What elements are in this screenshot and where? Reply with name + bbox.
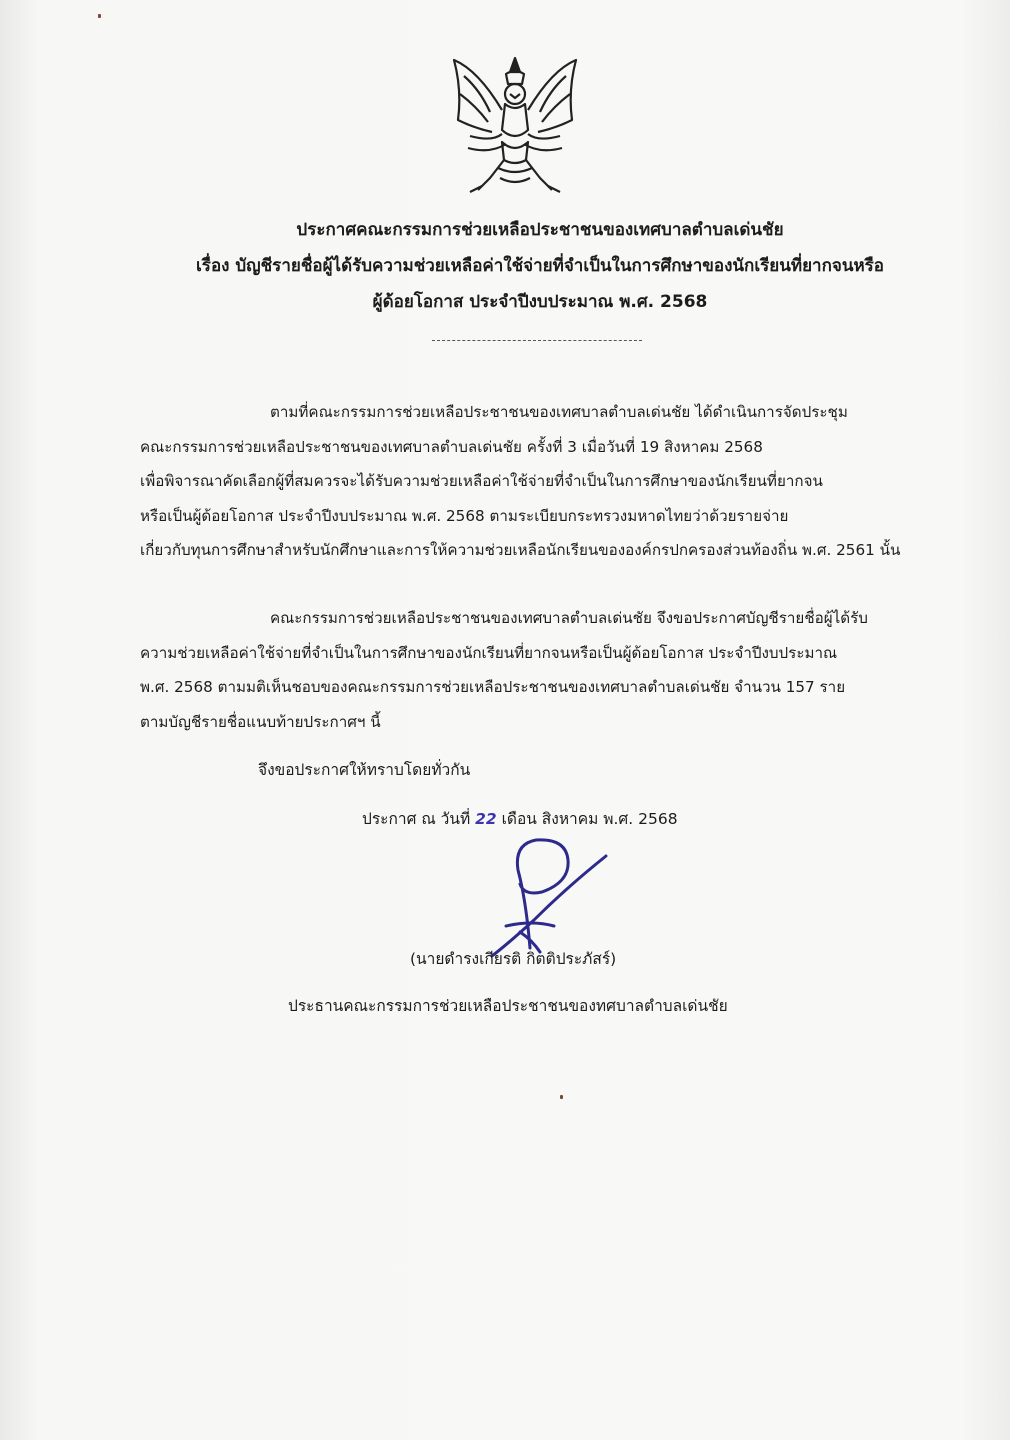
title-divider	[432, 340, 642, 341]
announcement-date	[362, 806, 678, 831]
scan-speck	[560, 1095, 563, 1099]
garuda-emblem-icon	[440, 50, 590, 200]
subject-line-1: เรื่อง บัญชีรายชื่อผู้ได้รับความช่วยเหลือค่าใช้จ่ายที่จำเป็นในการศึกษาของนักเรียนที่ยากจนหรือ	[196, 256, 884, 276]
paragraph-line: หรือเป็นผู้ด้อยโอกาส ประจำปีงบประมาณ พ.ศ. 2568 ตามระเบียบกระทรวงมหาดไทยว่าด้วยรายจ่าย	[140, 506, 789, 525]
closing-statement: จึงขอประกาศให้ทราบโดยทั่วกัน	[258, 761, 471, 779]
date-prefix: ประกาศ ณ วันที่	[362, 810, 476, 828]
paragraph-line: เกี่ยวกับทุนการศึกษาสำหรับนักศึกษาและการให้ความช่วยเหลือนักเรียนขององค์กรปกครองส่วนท้องถิ่น พ.ศ. 2561 นั้น	[140, 541, 901, 559]
paragraph-1	[140, 395, 930, 568]
paragraph-line: คณะกรรมการช่วยเหลือประชาชนของเทศบาลตำบลเด่นชัย ครั้งที่ 3 เมื่อวันที่ 19 สิงหาคม 2568	[140, 437, 763, 456]
date-suffix: เดือน สิงหาคม พ.ศ. 2568	[496, 810, 678, 828]
paragraph-line: เพื่อพิจารณาคัดเลือกผู้ที่สมควรจะได้รับความช่วยเหลือค่าใช้จ่ายที่จำเป็นในการศึกษาของนักเรียนที่ยากจน	[140, 472, 823, 490]
paragraph-2	[140, 601, 930, 739]
subject-line-2: ผู้ด้อยโอกาส ประจำปีงบประมาณ พ.ศ. 2568	[372, 292, 708, 312]
signer-name: (นายดำรงเกียรติ กิตติประภัสร์)	[410, 950, 617, 968]
scan-speck	[98, 14, 101, 18]
paragraph-line: ตามบัญชีรายชื่อแนบท้ายประกาศฯ นี้	[140, 712, 381, 731]
signer-position: ประธานคณะกรรมการช่วยเหลือประชาชนของทศบาลตำบลเด่นชัย	[288, 997, 728, 1015]
date-day-handwritten: 22	[475, 810, 497, 828]
paragraph-line: ตามที่คณะกรรมการช่วยเหลือประชาชนของเทศบาลตำบลเด่นชัย ได้ดำเนินการจัดประชุม	[270, 403, 848, 421]
paragraph-line: คณะกรรมการช่วยเหลือประชาชนของเทศบาลตำบลเด่นชัย จึงขอประกาศบัญชีรายชื่อผู้ได้รับ	[270, 609, 868, 627]
announcement-title: ประกาศคณะกรรมการช่วยเหลือประชาชนของเทศบาลตำบลเด่นชัย	[296, 220, 784, 240]
paragraph-line: พ.ศ. 2568 ตามมติเห็นชอบของคณะกรรมการช่วยเหลือประชาชนของเทศบาลตำบลเด่นชัย จำนวน 157 ราย	[140, 678, 846, 696]
paragraph-line: ความช่วยเหลือค่าใช้จ่ายที่จำเป็นในการศึกษาของนักเรียนที่ยากจนหรือเป็นผู้ด้อยโอกาส ประจำปีงบประมาณ	[140, 643, 838, 662]
